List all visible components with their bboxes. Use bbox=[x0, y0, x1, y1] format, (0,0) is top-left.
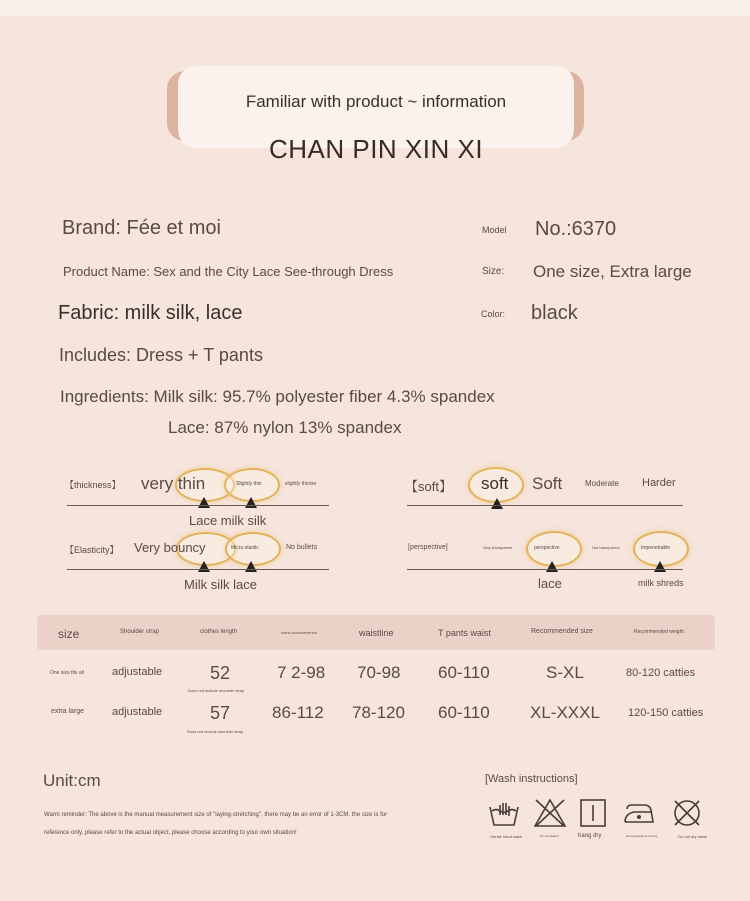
perspective-marker-1: lace bbox=[538, 576, 562, 591]
marker-arrow bbox=[654, 561, 666, 572]
table-row-1-chest: 7 2-98 bbox=[277, 663, 326, 682]
table-row-1-length: 52 bbox=[210, 663, 231, 683]
table-row-2-size: extra large bbox=[51, 708, 85, 715]
thickness-scale-line bbox=[67, 505, 329, 506]
marker-arrow bbox=[245, 497, 257, 508]
table-row-2-waist: 78-120 bbox=[352, 703, 405, 722]
product-name: Product Name: Sex and the City Lace See-through Dress bbox=[63, 264, 394, 279]
model-label: Model bbox=[482, 225, 507, 235]
hand-wash-label: Gentle hand wash bbox=[490, 834, 523, 839]
perspective-scale-line bbox=[407, 569, 683, 570]
perspective-label: [perspective] bbox=[408, 544, 448, 551]
marker-arrow bbox=[491, 498, 503, 509]
hand-wash-icon bbox=[488, 797, 520, 829]
size-label: Size: bbox=[482, 266, 505, 277]
thickness-marker-label: Lace milk silk bbox=[189, 513, 267, 528]
marker-arrow bbox=[546, 561, 558, 572]
perspective-option-1: Very transparent bbox=[483, 545, 513, 550]
soft-option-1: soft bbox=[481, 474, 509, 493]
perspective-option-2: perspective bbox=[534, 545, 560, 551]
table-row-2-length-note: Does not include shoulder strap bbox=[187, 729, 244, 734]
iron-icon bbox=[622, 800, 656, 826]
col-header-chest: chest circumference bbox=[281, 630, 317, 635]
marker-arrow bbox=[198, 561, 210, 572]
brand-text: Brand: Fée et moi bbox=[62, 217, 221, 239]
soft-option-2: Soft bbox=[532, 474, 563, 493]
perspective-option-3: Not transparent bbox=[592, 545, 620, 550]
col-header-waist: waistline bbox=[359, 628, 394, 638]
no-bleach-icon bbox=[533, 797, 567, 829]
wash-title: [Wash instructions] bbox=[485, 773, 578, 785]
soft-label: 【soft】 bbox=[405, 479, 452, 494]
table-row-1-waist: 70-98 bbox=[357, 663, 401, 682]
table-row-1-pants-waist: 60-110 bbox=[438, 663, 490, 682]
elasticity-option-3: No bullets bbox=[286, 544, 318, 551]
header-title: CHAN PIN XIN XI bbox=[268, 134, 484, 164]
col-header-length: clothes length bbox=[200, 629, 238, 635]
soft-option-4: Harder bbox=[642, 477, 676, 489]
table-row-2-rec-weight: 120-150 catties bbox=[628, 707, 704, 719]
table-row-2-length: 57 bbox=[210, 703, 231, 723]
fabric-text: Fabric: milk silk, lace bbox=[58, 302, 243, 324]
hang-dry-icon bbox=[580, 799, 606, 827]
col-header-pants-waist: T pants waist bbox=[438, 628, 491, 638]
hang-dry-label: hang dry bbox=[578, 833, 602, 839]
unit-label: Unit:cm bbox=[43, 771, 101, 790]
no-dry-clean-icon bbox=[671, 797, 703, 829]
table-row-2-strap: adjustable bbox=[112, 706, 163, 718]
col-header-size: size bbox=[58, 627, 80, 641]
table-row-2-chest: 86-112 bbox=[272, 703, 324, 722]
elasticity-marker-label: Milk silk lace bbox=[184, 577, 257, 592]
ingredients-line-2: Lace: 87% nylon 13% spandex bbox=[168, 418, 402, 437]
perspective-marker-2: milk shreds bbox=[638, 578, 684, 588]
marker-arrow bbox=[245, 561, 257, 572]
no-dry-clean-label: Do not dry clean bbox=[678, 834, 708, 839]
table-row-1-rec-weight: 80-120 catties bbox=[626, 667, 696, 679]
thickness-option-1: very thin bbox=[141, 474, 206, 493]
color-label: Color: bbox=[481, 309, 506, 319]
elasticity-scale-line bbox=[67, 569, 329, 570]
thickness-option-2: Slightly thin bbox=[236, 481, 262, 487]
table-row-1-size: One size fits all bbox=[50, 670, 84, 676]
soft-scale-line bbox=[407, 505, 683, 506]
soft-option-3: Moderate bbox=[585, 479, 619, 488]
reminder-line-2: reference only, please refer to the actual object, please choose according to your own situation! bbox=[44, 830, 297, 836]
perspective-option-4: Impenetrable bbox=[641, 545, 671, 551]
table-row-1-length-note: Does not include shoulder strap bbox=[188, 688, 245, 693]
iron-label: low temperature ironing bbox=[626, 834, 658, 838]
col-header-rec-weight: Recommended weight bbox=[634, 629, 684, 635]
no-bleach-label: Do not bleach bbox=[540, 834, 559, 838]
thickness-label: 【thickness】 bbox=[65, 480, 121, 490]
header-subtitle: Familiar with product ~ information bbox=[245, 92, 507, 111]
elasticity-label: 【Elasticity】 bbox=[65, 545, 119, 555]
top-band bbox=[0, 0, 750, 16]
color-value: black bbox=[531, 302, 578, 324]
reminder-line-1: Warm reminder: The above is the manual measurement size of "laying-stretching", there may be an error of 1-3CM, the size is for bbox=[44, 812, 388, 818]
ingredients-line-1: Ingredients: Milk silk: 95.7% polyester fiber 4.3% spandex bbox=[60, 387, 495, 406]
elasticity-option-1: Very bouncy bbox=[134, 540, 206, 555]
model-value: No.:6370 bbox=[535, 218, 617, 240]
table-row-2-pants-waist: 60-110 bbox=[438, 703, 490, 722]
elasticity-option-2: Micro elastic bbox=[231, 545, 259, 551]
table-row-1-strap: adjustable bbox=[112, 666, 163, 678]
col-header-rec-size: Recommended size bbox=[531, 628, 593, 635]
marker-arrow bbox=[198, 497, 210, 508]
size-value: One size, Extra large bbox=[533, 262, 692, 281]
table-row-1-rec-size: S-XL bbox=[546, 663, 584, 682]
thickness-option-3: slightly thicker bbox=[285, 481, 317, 487]
table-row-2-rec-size: XL-XXXL bbox=[530, 703, 600, 722]
includes-text: Includes: Dress + T pants bbox=[59, 345, 263, 365]
col-header-strap: Shoulder strap bbox=[120, 629, 160, 635]
